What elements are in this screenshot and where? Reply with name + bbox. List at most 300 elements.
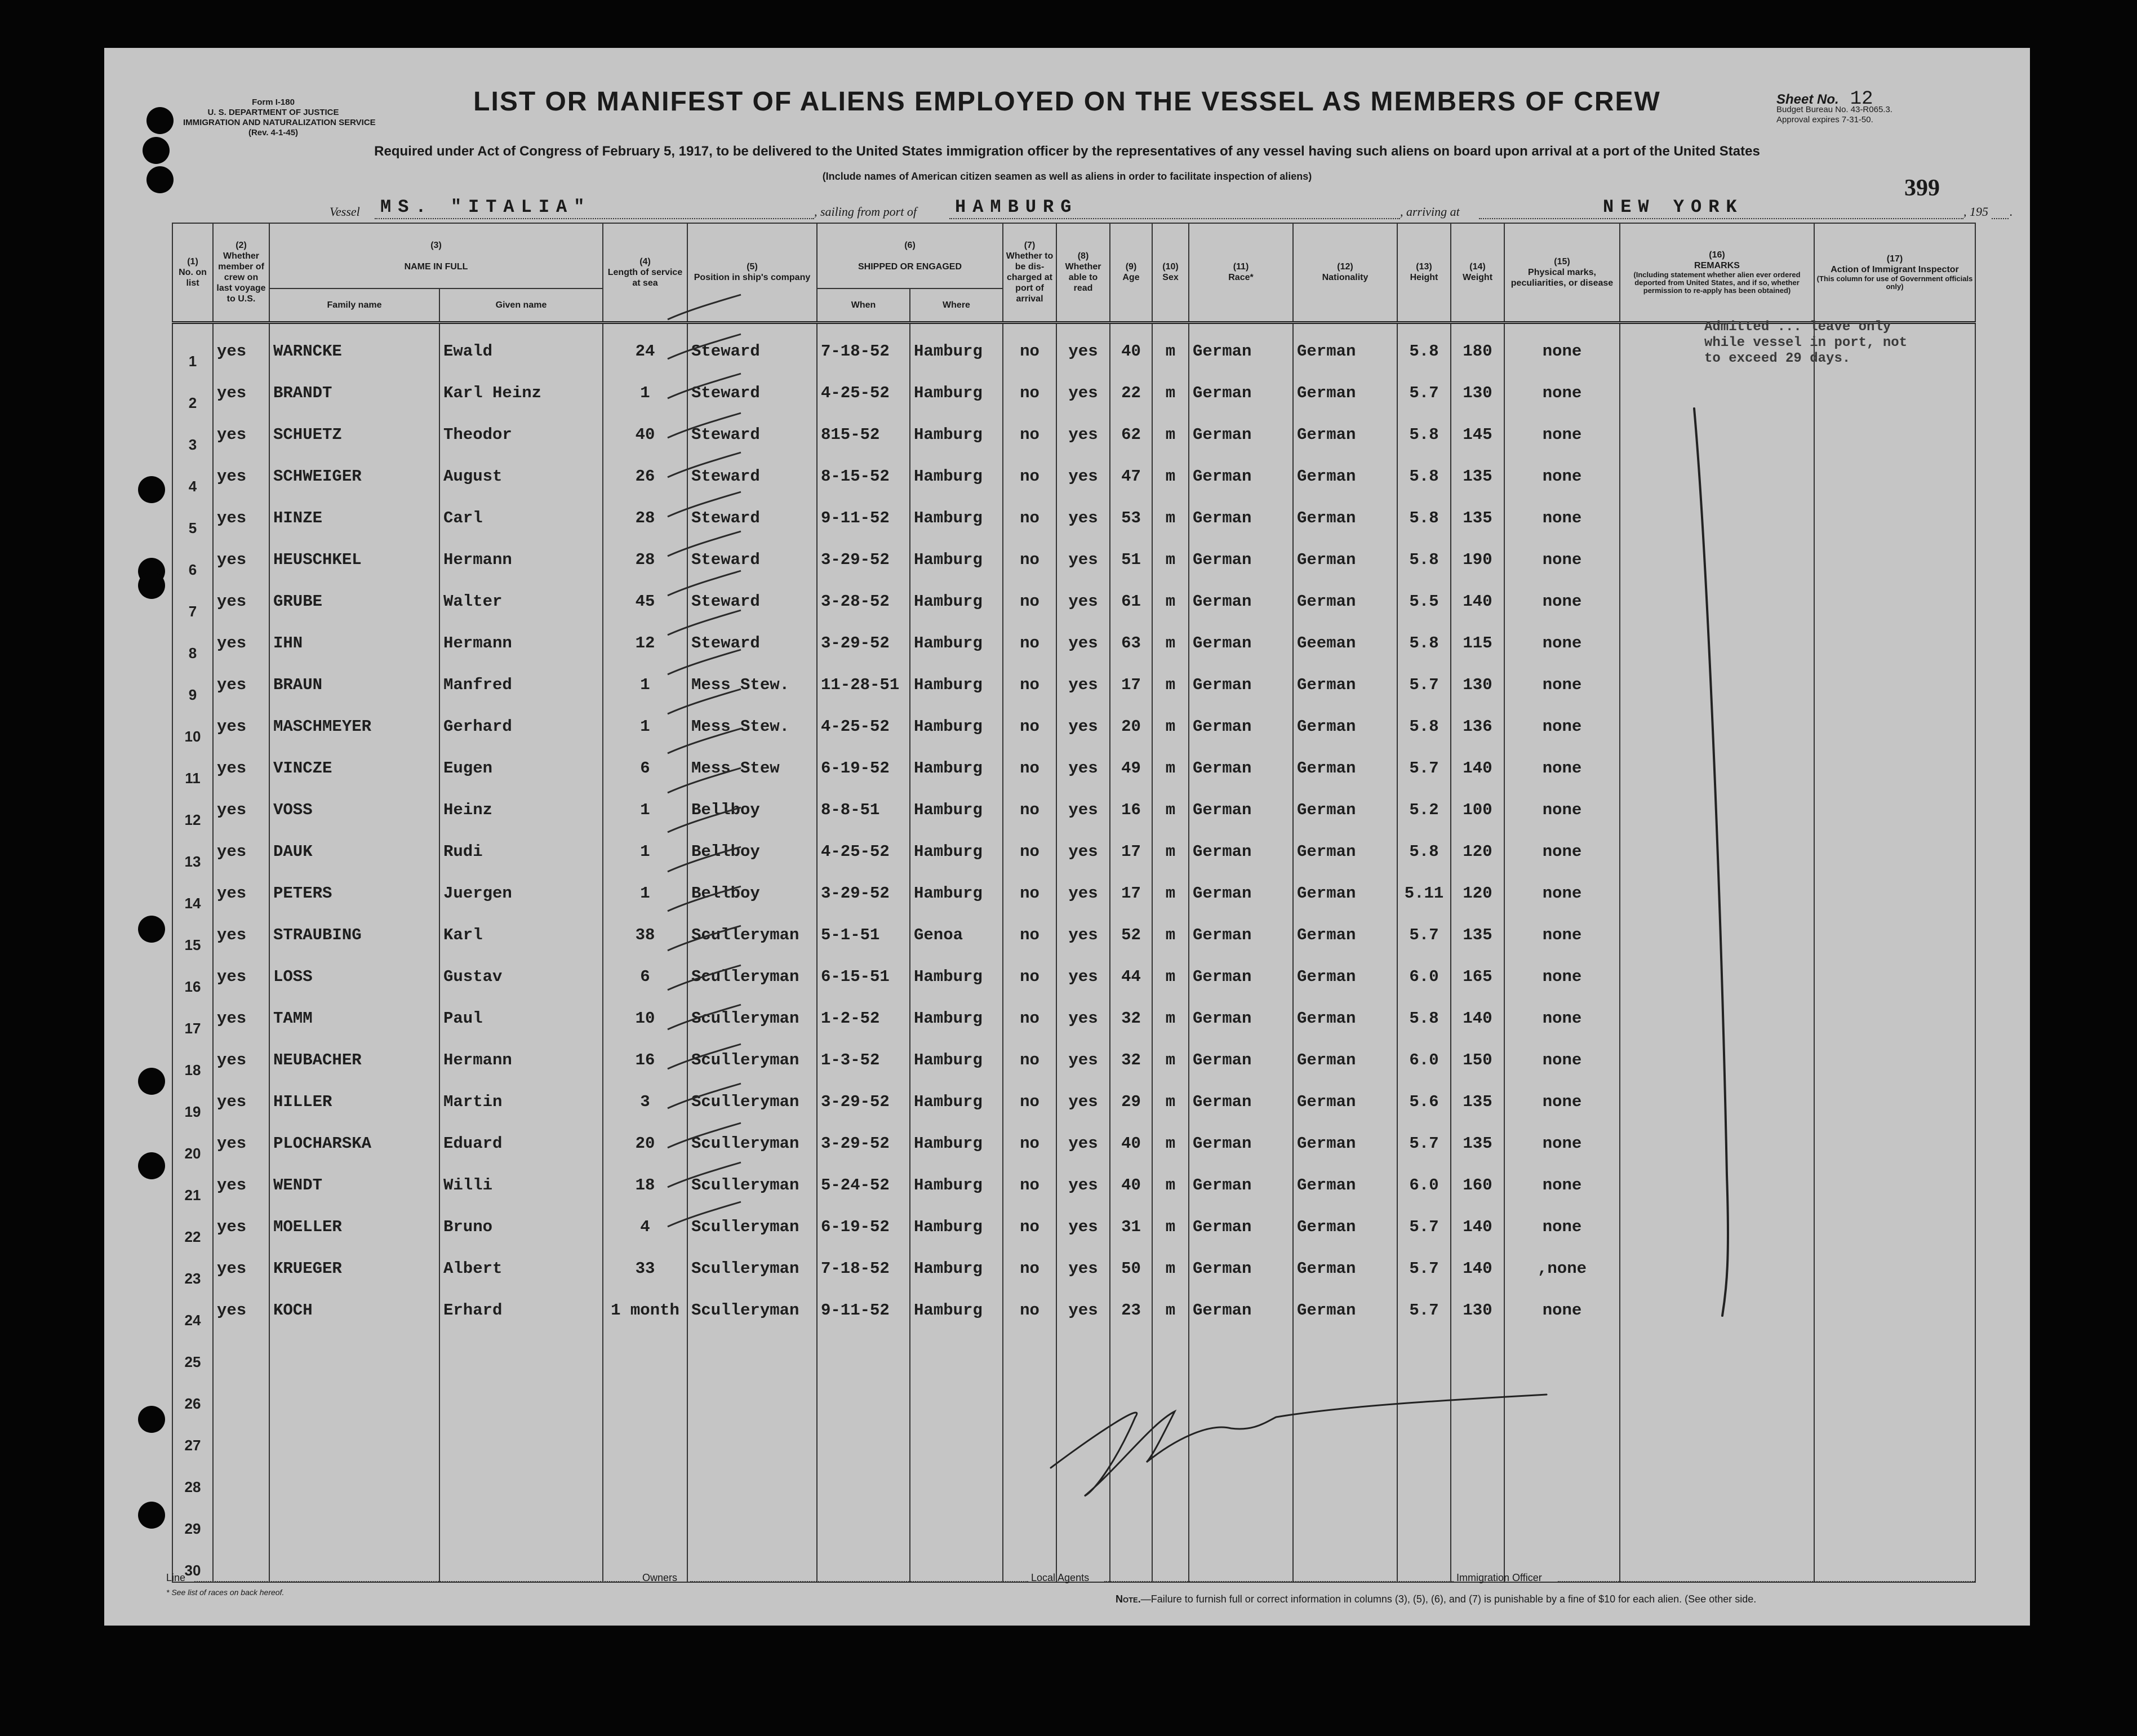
shipped-when-cell: 9-11-52 — [817, 1290, 910, 1331]
nationality-cell: German — [1293, 372, 1397, 414]
length-of-service-cell: 1 — [603, 789, 687, 831]
table-row — [172, 372, 1975, 414]
shipped-when-cell: 5-24-52 — [817, 1165, 910, 1206]
crew-status-cell: yes — [213, 831, 269, 873]
physical-marks-cell — [1504, 1373, 1620, 1415]
height-cell: 5.7 — [1397, 664, 1451, 706]
budget-bureau: Budget Bureau No. 43-R065.3. — [1776, 105, 1892, 114]
physical-marks-cell: none — [1504, 581, 1620, 623]
shipped-when-cell: 3-29-52 — [817, 873, 910, 914]
form-number: Form I-180 — [252, 97, 295, 107]
family-name-cell: WARNCKE — [269, 331, 439, 372]
given-name-cell: Heinz — [439, 789, 603, 831]
weight-cell: 140 — [1451, 748, 1504, 789]
crew-status-cell: yes — [213, 456, 269, 498]
weight-cell: 160 — [1451, 1165, 1504, 1206]
col2-header: (2) Whether member of crew on last voyage to U.S. — [213, 223, 269, 322]
race-cell: German — [1189, 873, 1293, 914]
discharged-cell: no — [1003, 1081, 1056, 1123]
inspector-action-cell — [1814, 873, 1975, 914]
able-to-read-cell: yes — [1056, 956, 1110, 998]
discharged-cell: no — [1003, 331, 1056, 372]
able-to-read-cell: yes — [1056, 1165, 1110, 1206]
sex-cell: m — [1152, 1040, 1189, 1081]
able-to-read-cell — [1056, 1457, 1110, 1498]
row-number-cell: 15 — [172, 914, 213, 956]
shipped-when-cell: 7-18-52 — [817, 1248, 910, 1290]
when-header: When — [817, 288, 910, 322]
able-to-read-cell — [1056, 1373, 1110, 1415]
remarks-cell — [1620, 748, 1814, 789]
shipped-when-cell: 3-29-52 — [817, 1081, 910, 1123]
shipped-where-cell: Hamburg — [910, 498, 1003, 539]
year-label: , 195 — [1963, 205, 1988, 219]
age-cell: 17 — [1110, 831, 1152, 873]
length-of-service-cell — [603, 1373, 687, 1415]
col1-header: (1) No. on list — [172, 223, 213, 322]
length-of-service-cell: 26 — [603, 456, 687, 498]
position-cell: Sculleryman — [687, 1248, 817, 1290]
position-cell: Bellboy — [687, 831, 817, 873]
family-name-cell — [269, 1415, 439, 1457]
given-name-cell — [439, 1331, 603, 1373]
row-number-cell: 12 — [172, 789, 213, 831]
weight-cell: 135 — [1451, 456, 1504, 498]
crew-status-cell: yes — [213, 1206, 269, 1248]
sex-cell: m — [1152, 706, 1189, 748]
table-row — [172, 1373, 1975, 1415]
sex-cell: m — [1152, 914, 1189, 956]
physical-marks-cell: none — [1504, 831, 1620, 873]
crew-status-cell: yes — [213, 748, 269, 789]
remarks-cell — [1620, 956, 1814, 998]
sex-cell: m — [1152, 1290, 1189, 1331]
weight-cell — [1451, 1331, 1504, 1373]
physical-marks-cell: none — [1504, 1081, 1620, 1123]
binder-hole — [138, 476, 165, 503]
table-row — [172, 1248, 1975, 1290]
family-name-cell — [269, 1331, 439, 1373]
race-cell: German — [1189, 372, 1293, 414]
page-reference: 399 — [1904, 175, 1940, 201]
page-subtitle: Required under Act of Congress of February 5, 1917, to be delivered to the United States immigration officer by the representatives of any vessel having such aliens on board upon arrival at a port of the United States — [374, 144, 1760, 159]
family-name-cell: NEUBACHER — [269, 1040, 439, 1081]
position-cell: Steward — [687, 623, 817, 664]
crew-status-cell: yes — [213, 539, 269, 581]
position-cell: Sculleryman — [687, 998, 817, 1040]
discharged-cell: no — [1003, 998, 1056, 1040]
remarks-cell — [1620, 414, 1814, 456]
shipped-when-cell — [817, 1331, 910, 1373]
position-cell: Sculleryman — [687, 1081, 817, 1123]
sex-cell — [1152, 1498, 1189, 1540]
physical-marks-cell: none — [1504, 873, 1620, 914]
height-cell: 5.2 — [1397, 789, 1451, 831]
weight-cell: 115 — [1451, 623, 1504, 664]
sex-cell: m — [1152, 414, 1189, 456]
crew-status-cell: yes — [213, 581, 269, 623]
length-of-service-cell: 33 — [603, 1248, 687, 1290]
given-name-cell: Martin — [439, 1081, 603, 1123]
inspector-action-cell — [1814, 1498, 1975, 1540]
discharged-cell: no — [1003, 831, 1056, 873]
family-name-cell: GRUBE — [269, 581, 439, 623]
position-cell: Mess Stew. — [687, 706, 817, 748]
given-name-cell: Karl — [439, 914, 603, 956]
shipped-when-cell: 815-52 — [817, 414, 910, 456]
weight-cell: 130 — [1451, 1290, 1504, 1331]
table-row — [172, 1331, 1975, 1373]
physical-marks-cell: none — [1504, 998, 1620, 1040]
sex-cell: m — [1152, 1081, 1189, 1123]
given-name-cell: Paul — [439, 998, 603, 1040]
discharged-cell: no — [1003, 498, 1056, 539]
footer-owners-label: Owners — [642, 1572, 678, 1583]
table-row — [172, 789, 1975, 831]
given-name-cell: Carl — [439, 498, 603, 539]
able-to-read-cell: yes — [1056, 1081, 1110, 1123]
shipped-when-cell: 3-29-52 — [817, 539, 910, 581]
race-cell: German — [1189, 456, 1293, 498]
position-cell: Bellboy — [687, 789, 817, 831]
discharged-cell: no — [1003, 456, 1056, 498]
crew-status-cell — [213, 1415, 269, 1457]
height-cell: 5.8 — [1397, 539, 1451, 581]
discharged-cell: no — [1003, 789, 1056, 831]
given-name-cell: Hermann — [439, 623, 603, 664]
family-name-cell — [269, 1457, 439, 1498]
position-cell: Bellboy — [687, 873, 817, 914]
height-cell: 5.6 — [1397, 1081, 1451, 1123]
table-row — [172, 664, 1975, 706]
page-title: LIST OR MANIFEST OF ALIENS EMPLOYED ON THE VESSEL AS MEMBERS OF CREW — [473, 87, 1661, 117]
sex-cell: m — [1152, 539, 1189, 581]
height-cell: 5.7 — [1397, 1123, 1451, 1165]
length-of-service-cell — [603, 1415, 687, 1457]
shipped-when-cell: 3-28-52 — [817, 581, 910, 623]
shipped-where-cell: Hamburg — [910, 623, 1003, 664]
height-cell — [1397, 1457, 1451, 1498]
nationality-cell — [1293, 1331, 1397, 1373]
shipped-where-cell: Hamburg — [910, 1165, 1003, 1206]
shipped-where-cell — [910, 1373, 1003, 1415]
remarks-cell — [1620, 581, 1814, 623]
weight-cell: 165 — [1451, 956, 1504, 998]
age-cell — [1110, 1415, 1152, 1457]
col7-header: (7) Whether to be dis- charged at port of arrival — [1003, 223, 1056, 322]
given-name-cell: Bruno — [439, 1206, 603, 1248]
family-name-cell: TAMM — [269, 998, 439, 1040]
weight-cell — [1451, 1457, 1504, 1498]
height-cell: 5.7 — [1397, 1248, 1451, 1290]
remarks-cell — [1620, 914, 1814, 956]
discharged-cell: no — [1003, 623, 1056, 664]
able-to-read-cell — [1056, 1331, 1110, 1373]
discharged-cell: no — [1003, 1165, 1056, 1206]
shipped-when-cell — [817, 1457, 910, 1498]
shipped-when-cell: 4-25-52 — [817, 706, 910, 748]
inspector-action-cell — [1814, 664, 1975, 706]
nationality-cell: German — [1293, 831, 1397, 873]
age-cell: 53 — [1110, 498, 1152, 539]
able-to-read-cell: yes — [1056, 914, 1110, 956]
sex-cell: m — [1152, 1165, 1189, 1206]
position-cell: Steward — [687, 331, 817, 372]
remarks-cell — [1620, 998, 1814, 1040]
discharged-cell: no — [1003, 1248, 1056, 1290]
nationality-cell: German — [1293, 581, 1397, 623]
able-to-read-cell — [1056, 1498, 1110, 1540]
nationality-cell: German — [1293, 956, 1397, 998]
year-end: . — [2010, 205, 2013, 219]
footer-officer-label: Immigration Officer — [1456, 1572, 1542, 1583]
shipped-where-cell: Hamburg — [910, 789, 1003, 831]
physical-marks-cell: none — [1504, 914, 1620, 956]
family-name-cell: DAUK — [269, 831, 439, 873]
col10-header: (10) Sex — [1152, 223, 1189, 322]
inspector-action-cell — [1814, 1373, 1975, 1415]
shipped-when-cell: 6-15-51 — [817, 956, 910, 998]
row-number-cell: 25 — [172, 1331, 213, 1373]
sex-cell: m — [1152, 331, 1189, 372]
table-row — [172, 414, 1975, 456]
family-name-cell: HILLER — [269, 1081, 439, 1123]
family-name-cell: HINZE — [269, 498, 439, 539]
length-of-service-cell: 1 — [603, 873, 687, 914]
shipped-where-cell: Hamburg — [910, 998, 1003, 1040]
row-number-cell: 24 — [172, 1290, 213, 1331]
race-cell: German — [1189, 956, 1293, 998]
row-number-cell: 28 — [172, 1457, 213, 1498]
crew-status-cell: yes — [213, 1040, 269, 1081]
given-name-cell: Gerhard — [439, 706, 603, 748]
remarks-cell — [1620, 1248, 1814, 1290]
able-to-read-cell: yes — [1056, 789, 1110, 831]
inspector-action-cell — [1814, 706, 1975, 748]
shipped-where-cell — [910, 1331, 1003, 1373]
position-cell — [687, 1457, 817, 1498]
crew-status-cell: yes — [213, 873, 269, 914]
crew-status-cell: yes — [213, 706, 269, 748]
length-of-service-cell: 38 — [603, 914, 687, 956]
sex-cell: m — [1152, 956, 1189, 998]
crew-status-cell: yes — [213, 956, 269, 998]
shipped-where-cell: Hamburg — [910, 1206, 1003, 1248]
weight-cell — [1451, 1373, 1504, 1415]
table-row — [172, 1457, 1975, 1498]
inspector-action-cell — [1814, 581, 1975, 623]
able-to-read-cell: yes — [1056, 539, 1110, 581]
row-number-cell: 18 — [172, 1040, 213, 1081]
nationality-cell: German — [1293, 789, 1397, 831]
position-cell: Steward — [687, 372, 817, 414]
shipped-where-cell: Hamburg — [910, 706, 1003, 748]
table-row — [172, 748, 1975, 789]
remarks-cell — [1620, 1373, 1814, 1415]
inspector-action-cell — [1814, 372, 1975, 414]
physical-marks-cell — [1504, 1457, 1620, 1498]
discharged-cell: no — [1003, 1206, 1056, 1248]
shipped-where-cell: Hamburg — [910, 456, 1003, 498]
crew-status-cell: yes — [213, 789, 269, 831]
given-name-cell — [439, 1498, 603, 1540]
row-number-cell: 5 — [172, 498, 213, 539]
length-of-service-cell: 12 — [603, 623, 687, 664]
length-of-service-cell: 20 — [603, 1123, 687, 1165]
given-name-cell: Rudi — [439, 831, 603, 873]
family-name-cell: MASCHMEYER — [269, 706, 439, 748]
able-to-read-cell: yes — [1056, 998, 1110, 1040]
shipped-when-cell — [817, 1373, 910, 1415]
family-name-cell: VOSS — [269, 789, 439, 831]
able-to-read-cell: yes — [1056, 1248, 1110, 1290]
table-row — [172, 1498, 1975, 1540]
row-number-cell: 14 — [172, 873, 213, 914]
row-number-cell: 22 — [172, 1206, 213, 1248]
position-cell: Steward — [687, 456, 817, 498]
given-name-header: Given name — [439, 288, 603, 322]
row-number-cell: 23 — [172, 1248, 213, 1290]
position-cell: Mess Stew — [687, 748, 817, 789]
sex-cell: m — [1152, 1206, 1189, 1248]
sex-cell: m — [1152, 581, 1189, 623]
inspector-action-cell — [1814, 956, 1975, 998]
age-cell: 17 — [1110, 873, 1152, 914]
able-to-read-cell: yes — [1056, 456, 1110, 498]
height-cell: 5.8 — [1397, 998, 1451, 1040]
weight-cell: 150 — [1451, 1040, 1504, 1081]
shipped-when-cell — [817, 1415, 910, 1457]
discharged-cell: no — [1003, 664, 1056, 706]
age-cell: 62 — [1110, 414, 1152, 456]
race-cell — [1189, 1373, 1293, 1415]
shipped-when-cell: 3-29-52 — [817, 623, 910, 664]
table-row — [172, 706, 1975, 748]
col14-header: (14) Weight — [1451, 223, 1504, 322]
length-of-service-cell: 16 — [603, 1040, 687, 1081]
physical-marks-cell: none — [1504, 331, 1620, 372]
age-cell: 40 — [1110, 331, 1152, 372]
able-to-read-cell: yes — [1056, 1123, 1110, 1165]
crew-status-cell — [213, 1498, 269, 1540]
table-row — [172, 498, 1975, 539]
discharged-cell: no — [1003, 1040, 1056, 1081]
inspector-action-cell — [1814, 1457, 1975, 1498]
sex-cell — [1152, 1415, 1189, 1457]
length-of-service-cell: 28 — [603, 539, 687, 581]
col5-header: (5) Position in ship's company — [687, 223, 817, 322]
row-number-cell: 29 — [172, 1498, 213, 1540]
age-cell: 29 — [1110, 1081, 1152, 1123]
inspector-action-cell — [1814, 414, 1975, 456]
race-cell: German — [1189, 1165, 1293, 1206]
shipped-where-cell: Genoa — [910, 914, 1003, 956]
crew-status-cell: yes — [213, 623, 269, 664]
inspector-action-cell — [1814, 498, 1975, 539]
height-cell: 5.8 — [1397, 831, 1451, 873]
remarks-cell — [1620, 873, 1814, 914]
nationality-cell — [1293, 1457, 1397, 1498]
crew-status-cell: yes — [213, 914, 269, 956]
given-name-cell: Karl Heinz — [439, 372, 603, 414]
shipped-where-cell: Hamburg — [910, 873, 1003, 914]
shipped-when-cell: 1-2-52 — [817, 998, 910, 1040]
shipped-when-cell: 11-28-51 — [817, 664, 910, 706]
age-cell: 23 — [1110, 1290, 1152, 1331]
family-name-cell: PLOCHARSKA — [269, 1123, 439, 1165]
crew-status-cell: yes — [213, 1290, 269, 1331]
discharged-cell: no — [1003, 581, 1056, 623]
arriving-port: NEW YORK — [1603, 197, 1744, 217]
race-cell — [1189, 1457, 1293, 1498]
length-of-service-cell: 10 — [603, 998, 687, 1040]
given-name-cell — [439, 1457, 603, 1498]
physical-marks-cell — [1504, 1498, 1620, 1540]
shipped-where-cell: Hamburg — [910, 539, 1003, 581]
crew-status-cell: yes — [213, 1081, 269, 1123]
race-cell — [1189, 1498, 1293, 1540]
crew-manifest-table — [172, 223, 1976, 1583]
nationality-cell — [1293, 1498, 1397, 1540]
shipped-where-cell: Hamburg — [910, 1248, 1003, 1290]
height-cell: 6.0 — [1397, 1165, 1451, 1206]
remarks-cell — [1620, 1457, 1814, 1498]
given-name-cell: Albert — [439, 1248, 603, 1290]
physical-marks-cell: none — [1504, 706, 1620, 748]
family-name-cell: SCHUETZ — [269, 414, 439, 456]
sex-cell: m — [1152, 998, 1189, 1040]
row-number-cell: 2 — [172, 372, 213, 414]
service-name: IMMIGRATION AND NATURALIZATION SERVICE — [183, 118, 376, 127]
position-cell: Sculleryman — [687, 1290, 817, 1331]
sex-cell: m — [1152, 1248, 1189, 1290]
inspector-action-cell — [1814, 623, 1975, 664]
race-cell: German — [1189, 623, 1293, 664]
shipped-where-cell — [910, 1498, 1003, 1540]
weight-cell: 135 — [1451, 1123, 1504, 1165]
height-cell: 6.0 — [1397, 1040, 1451, 1081]
physical-marks-cell: none — [1504, 1040, 1620, 1081]
height-cell — [1397, 1415, 1451, 1457]
row-number-cell: 21 — [172, 1165, 213, 1206]
table-row — [172, 1123, 1975, 1165]
nationality-cell: German — [1293, 1248, 1397, 1290]
table-row — [172, 1081, 1975, 1123]
physical-marks-cell: none — [1504, 1165, 1620, 1206]
nationality-cell: German — [1293, 664, 1397, 706]
discharged-cell: no — [1003, 1290, 1056, 1331]
position-cell: Steward — [687, 581, 817, 623]
sex-cell: m — [1152, 748, 1189, 789]
height-cell: 5.8 — [1397, 706, 1451, 748]
physical-marks-cell: none — [1504, 372, 1620, 414]
shipped-when-cell: 7-18-52 — [817, 331, 910, 372]
position-cell — [687, 1331, 817, 1373]
col4-header: (4) Length of service at sea — [603, 223, 687, 322]
inspector-action-cell — [1814, 831, 1975, 873]
height-cell — [1397, 1331, 1451, 1373]
remarks-cell — [1620, 831, 1814, 873]
shipped-when-cell: 6-19-52 — [817, 748, 910, 789]
length-of-service-cell: 1 — [603, 372, 687, 414]
row-number-cell: 6 — [172, 539, 213, 581]
discharged-cell — [1003, 1415, 1056, 1457]
shipped-when-cell: 6-19-52 — [817, 1206, 910, 1248]
inspector-action-cell — [1814, 1081, 1975, 1123]
inspector-action-cell — [1814, 456, 1975, 498]
position-cell — [687, 1415, 817, 1457]
arriving-label: , arriving at — [1400, 205, 1460, 219]
